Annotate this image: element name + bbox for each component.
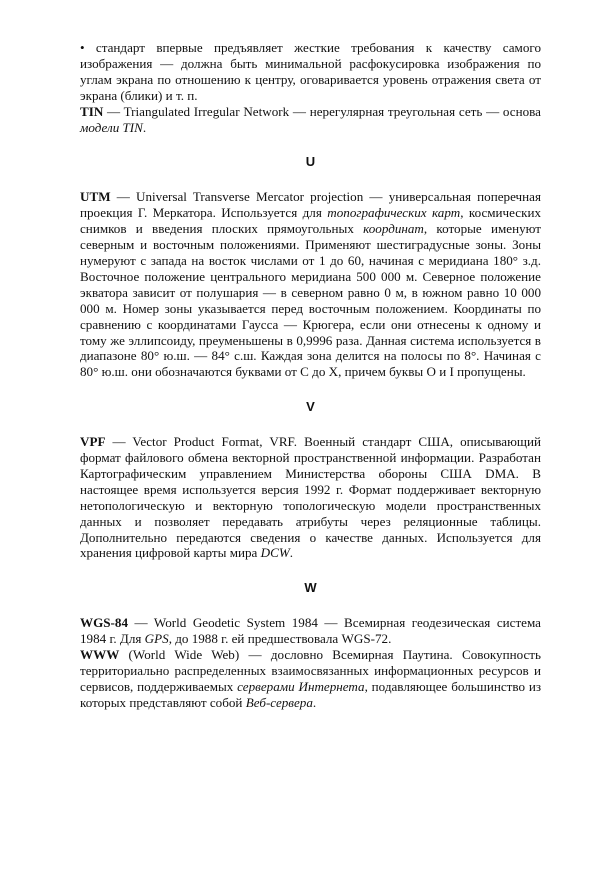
section-letter-w: W bbox=[304, 580, 317, 596]
term-www: WWW bbox=[80, 647, 120, 663]
term-vpf: VPF bbox=[80, 434, 106, 450]
tin-text-2: . bbox=[142, 119, 147, 135]
bullet-text: • стандарт впервые предъявляет жесткие требования к качеству самого изображения — должна быть минимальной расфокусировка изображения по углам экрана по отношению к центру, оговаривается уровень отражения света от экрана (блики) и т. п. bbox=[80, 40, 541, 103]
utm-link-coordinates: координат bbox=[363, 221, 424, 237]
www-link-web-servers: Веб-сервера bbox=[245, 694, 313, 710]
section-letter-v: V bbox=[306, 399, 315, 415]
term-tin: TIN bbox=[80, 103, 104, 119]
utm-text-2: , космических снимков и введения плоских прямоугольных bbox=[80, 205, 541, 237]
wgs-text-2: , до 1988 г. ей предшествовала WGS-72. bbox=[168, 631, 392, 647]
vpf-text-1: — Vector Product Format, VRF. Военный стандарт США, описывающий формат файлового обмена векторной пространственной информации. Разработан Картографическим управлением Министерства обороны США DMA. В настоящее время используется версия 1992 г. Формат поддерживает векторную нетопологическую и векторную топологическую модели пространственных данных и позволяет передавать атрибуты через реляционные таблицы. Дополнительно передаются сведения о качестве данных. Используется для хранения цифровой карты мира bbox=[80, 434, 541, 561]
entry-utm bbox=[80, 189, 541, 380]
entry-tin bbox=[80, 104, 541, 136]
entry-wgs84 bbox=[80, 615, 541, 647]
paragraph-standard-bullet bbox=[80, 40, 541, 104]
vpf-text-2: . bbox=[289, 545, 294, 561]
vpf-link-dcw: DCW bbox=[260, 545, 290, 561]
entry-vpf bbox=[80, 434, 541, 561]
utm-text-1: — Universal Transverse Mercator projection — универсальная поперечная проекция Г. Меркатора. Используется для bbox=[80, 189, 541, 221]
wgs-link-gps: GPS bbox=[144, 631, 169, 647]
wgs-text-1: — World Geodetic System 1984 — Всемирная геодезическая система 1984 г. Для bbox=[80, 615, 541, 647]
utm-text-3: , которые именуют северным и восточным положениями. Применяют шестиградусные зоны. Зоны нумеруют с запада на восток числами от 1 до 60, начиная с меридиана 180° з.д. Восточное положение центрального меридиана 500 000 м. Северное положение экватора зависит от полушария — в северном равно 0 м, в южном равно 10 000 000 м. Номер зоны указывается перед восточным положением. Координаты по сравнению с координатами Гаусса — Крюгера, если они отнесены к одному и тому же эллипсоиду, преуменьшены в 0,9996 раза. Данная система используется в диапазоне 80° ю.ш. — 84° с.ш. Каждая зона делится на полосы по 8°. Начиная с 80° ю.ш. они обозначаются буквами от С до X, причем буквы О и I пропущены. bbox=[80, 221, 541, 380]
utm-link-topo-maps: топографических карт bbox=[327, 205, 461, 221]
www-text-1: (World Wide Web) — дословно Всемирная Паутина. Совокупность территориально распределенных взаимосвязанных информационных ресурсов и сервисов, поддерживаемых bbox=[80, 647, 541, 694]
entry-www bbox=[80, 647, 541, 711]
tin-link-model: модели TIN bbox=[80, 119, 143, 135]
www-text-3: . bbox=[312, 694, 317, 710]
section-letter-u: U bbox=[305, 154, 316, 170]
www-text-2: , подавляющее большинство из которых представляют собой bbox=[80, 678, 542, 710]
www-link-servers: серверами Интернета bbox=[237, 678, 365, 694]
term-utm: UTM bbox=[80, 189, 111, 205]
tin-text-1: — Triangulated Irregular Network — нерегулярная треугольная сеть — основа bbox=[103, 103, 541, 119]
term-wgs84: WGS-84 bbox=[80, 615, 129, 631]
page-content bbox=[80, 40, 541, 711]
